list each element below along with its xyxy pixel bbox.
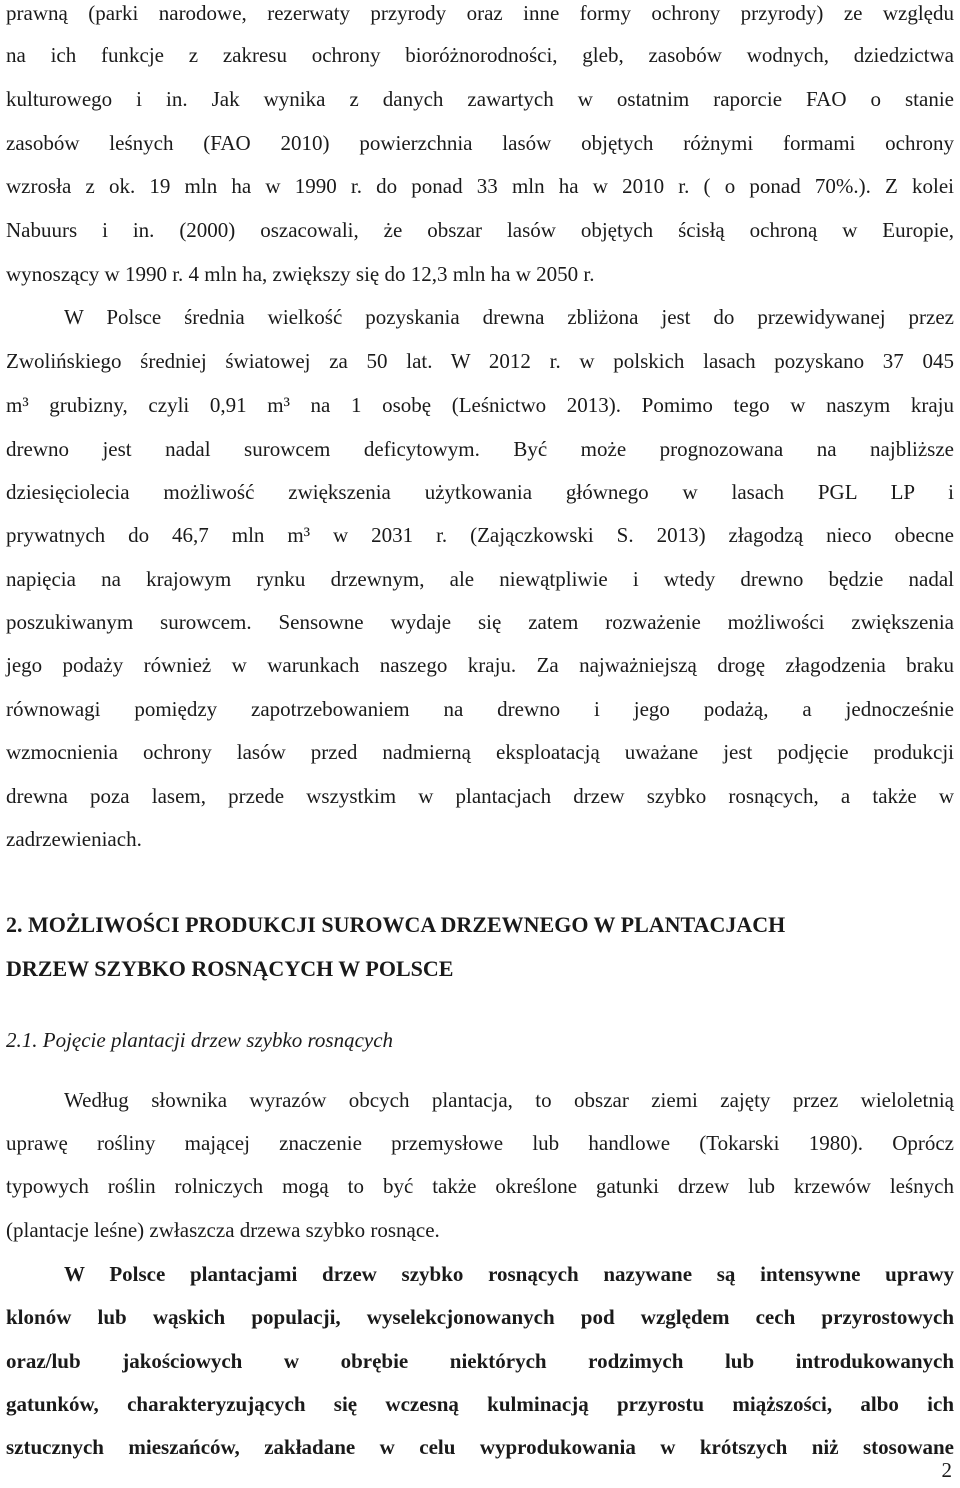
p1-line-3: kulturowego i in. Jak wynika z danych zawartych w ostatnim raporcie FAO o stanie <box>6 87 954 111</box>
p4-line-4: gatunków, charakteryzujących się wczesną kulminacją przyrostu miąższości, albo ich <box>6 1392 954 1416</box>
p2-line-8: poszukiwanym surowcem. Sensowne wydaje się zatem rozważenie możliwości zwiększenia <box>6 610 954 634</box>
p4-line-3: oraz/lub jakościowych w obrębie niektórych rodzimych lub introdukowanych <box>6 1349 954 1373</box>
p2-line-4: drewno jest nadal surowcem deficytowym. Być może prognozowana na najbliższe <box>6 437 954 461</box>
p1-line-5: wzrosła z ok. 19 mln ha w 1990 r. do ponad 33 mln ha w 2010 r. ( o ponad 70%.). Z kolei <box>6 174 954 198</box>
p1-line-4: zasobów leśnych (FAO 2010) powierzchnia lasów objętych różnymi formami ochrony <box>6 131 954 155</box>
p1-line-7: wynoszący w 1990 r. 4 mln ha, zwiększy się do 12,3 mln ha w 2050 r. <box>6 262 595 286</box>
section-heading-line-1: 2. MOŻLIWOŚCI PRODUKCJI SUROWCA DRZEWNEGO W PLANTACJACH <box>6 912 786 937</box>
p2-line-2: Zwolińskiego średniej światowej za 50 lat. W 2012 r. w polskich lasach pozyskano 37 045 <box>6 349 954 373</box>
p2-line-9: jego podaży również w warunkach naszego kraju. Za najważniejszą drogę złagodzenia braku <box>6 653 954 677</box>
p1-line-6: Nabuurs i in. (2000) oszacowali, że obszar lasów objętych ścisłą ochroną w Europie, <box>6 218 954 242</box>
page-number: 2 <box>941 1458 952 1482</box>
p4-line-5: sztucznych mieszańców, zakładane w celu wyprodukowania w krótszych niż stosowane <box>6 1435 954 1459</box>
p2-line-3: m³ grubizny, czyli 0,91 m³ na 1 osobę (Leśnictwo 2013). Pomimo tego w naszym kraju <box>6 393 954 417</box>
p2-line-1: W Polsce średnia wielkość pozyskania drewna zbliżona jest do przewidywanej przez <box>64 305 954 329</box>
p2-line-11: wzmocnienia ochrony lasów przed nadmierną eksploatacją uważane jest podjęcie produkcji <box>6 740 954 764</box>
p3-line-1: Według słownika wyrazów obcych plantacja, to obszar ziemi zajęty przez wieloletnią <box>64 1088 954 1112</box>
p2-line-13: zadrzewieniach. <box>6 827 142 851</box>
p2-line-6: prywatnych do 46,7 mln m³ w 2031 r. (Zajączkowski S. 2013) złagodzą nieco obecne <box>6 523 954 547</box>
p1-line-1: prawną (parki narodowe, rezerwaty przyrody oraz inne formy ochrony przyrody) ze względu <box>6 1 954 25</box>
p2-line-5: dziesięciolecia możliwość zwiększenia użytkowania głównego w lasach PGL LP i <box>6 480 954 504</box>
p2-line-7: napięcia na krajowym rynku drzewnym, ale niewątpliwie i wtedy drewno będzie nadal <box>6 567 954 591</box>
subsection-heading: 2.1. Pojęcie plantacji drzew szybko rosnących <box>6 1028 394 1052</box>
p3-line-4: (plantacje leśne) zwłaszcza drzewa szybko rosnące. <box>6 1218 440 1242</box>
p4-line-2: klonów lub wąskich populacji, wyselekcjonowanych pod względem cech przyrostowych <box>6 1305 954 1329</box>
p3-line-3: typowych roślin rolniczych mogą to być także określone gatunki drzew lub krzewów leśnych <box>6 1174 954 1198</box>
p2-line-12: drewna poza lasem, przede wszystkim w plantacjach drzew szybko rosnących, a także w <box>6 784 954 808</box>
p1-line-2: na ich funkcje z zakresu ochrony bioróżnorodności, gleb, zasobów wodnych, dziedzictwa <box>6 43 954 67</box>
p4-line-1: W Polsce plantacjami drzew szybko rosnących nazywane są intensywne uprawy <box>64 1262 954 1286</box>
section-heading-line-2: DRZEW SZYBKO ROSNĄCYCH W POLSCE <box>6 956 454 981</box>
p3-line-2: uprawę rośliny mającej znaczenie przemysłowe lub handlowe (Tokarski 1980). Oprócz <box>6 1131 954 1155</box>
p2-line-10: równowagi pomiędzy zapotrzebowaniem na drewno i jego podażą, a jednocześnie <box>6 697 954 721</box>
